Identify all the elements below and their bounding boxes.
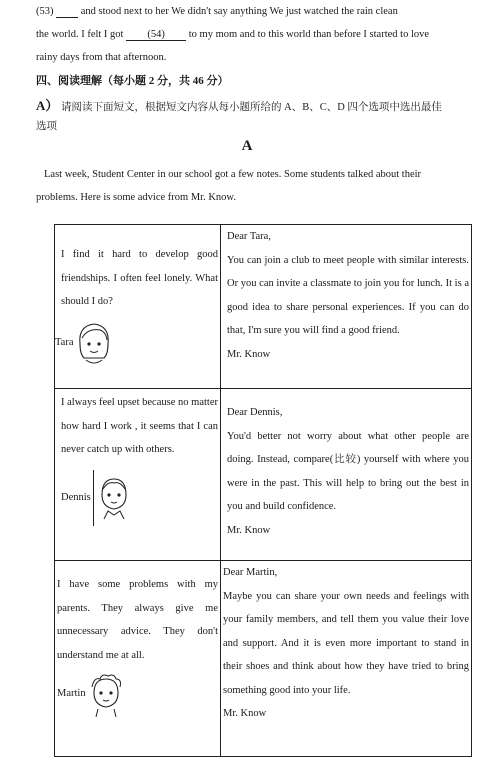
student-name: Tara [55,336,74,348]
problem-cell-dennis [55,389,221,561]
advice-table [54,224,472,757]
cloze-text-1: and stood next to her We didn't say anything We just watched the rain clean [80,6,398,17]
advice-text: Maybe you can share your own needs and feelings with your family members, and tell them you value their love and support. And it is even more important to stand in their shoes and think about how they have tried to bring something good into your life. [223,590,469,696]
section-heading: 四、阅读理解（每小题 2 分，共 46 分） [36,75,229,87]
cloze-text-2a: the world. I felt I got [36,29,124,40]
table-row [55,561,472,757]
problem-text: I have some problems with my parents. They always give me unnecessary advice. They don't understand me at all. [57,579,218,661]
advice-signature: Mr. Know [227,348,271,360]
cloze-text-2b: to my mom and to this world than before I started to love [188,29,430,40]
student-portrait [57,671,218,717]
advice-cell-tara [221,225,472,389]
instruction-line-2: 选项 [36,121,57,132]
student-name: Dennis [61,491,91,503]
table-row [55,225,472,389]
advice-greeting: Dear Martin, [223,567,278,578]
passage-intro-1: Last week, Student Center in our school got a few notes. Some students talked about their [44,169,422,180]
problem-cell-tara [55,225,221,389]
instruction-line-1 [36,95,442,114]
boy-portrait-icon [94,475,134,521]
student-portrait [55,320,218,366]
table-row [55,389,472,561]
blank-number-54: (54) [147,29,165,40]
problem-text: I always feel upset because no matter how hard I work , it seems that I can never catch up with others. [61,397,218,455]
blank-54[interactable] [126,29,186,41]
advice-signature: Mr. Know [227,524,271,536]
problem-text: I find it hard to develop good friendships. I often feel lonely. What should I do? [61,249,218,307]
advice-cell-dennis [221,389,472,561]
advice-greeting: Dear Tara, [227,231,271,242]
cloze-line-1 [36,6,398,18]
girl-portrait-icon [74,320,114,366]
advice-greeting: Dear Dennis, [227,407,283,418]
blank-53[interactable] [56,6,78,18]
cloze-line-2 [36,29,429,41]
cloze-line-3: rainy days from that afternoon. [36,52,167,63]
instruction-text-1: 请阅读下面短文，根据短文内容从每小题所给的 A、B、C、D 四个选项中选出最佳 [61,102,442,113]
student-portrait [61,470,218,526]
passage-intro-2: problems. Here is some advice from Mr. Know. [36,192,236,203]
advice-text: You'd better not worry about what other people are doing. Instead, compare(比较) yourself with where you were in the past. This will help to bring out the best in you and build confidence. [227,430,469,512]
part-label: A） [36,98,59,113]
problem-cell-martin [55,561,221,757]
student-name: Martin [57,688,86,700]
advice-signature: Mr. Know [223,708,267,719]
advice-cell-martin [221,561,472,757]
advice-text: You can join a club to meet people with similar interests. Or you can invite a classmate to join you for lunch. It is a good idea to share personal experiences. If you can do that, I'm sure you will find a good friend. [227,254,469,336]
blank-number-53: (53) [36,6,54,17]
passage-title: A [241,138,253,154]
boy-curly-portrait-icon [86,671,126,717]
